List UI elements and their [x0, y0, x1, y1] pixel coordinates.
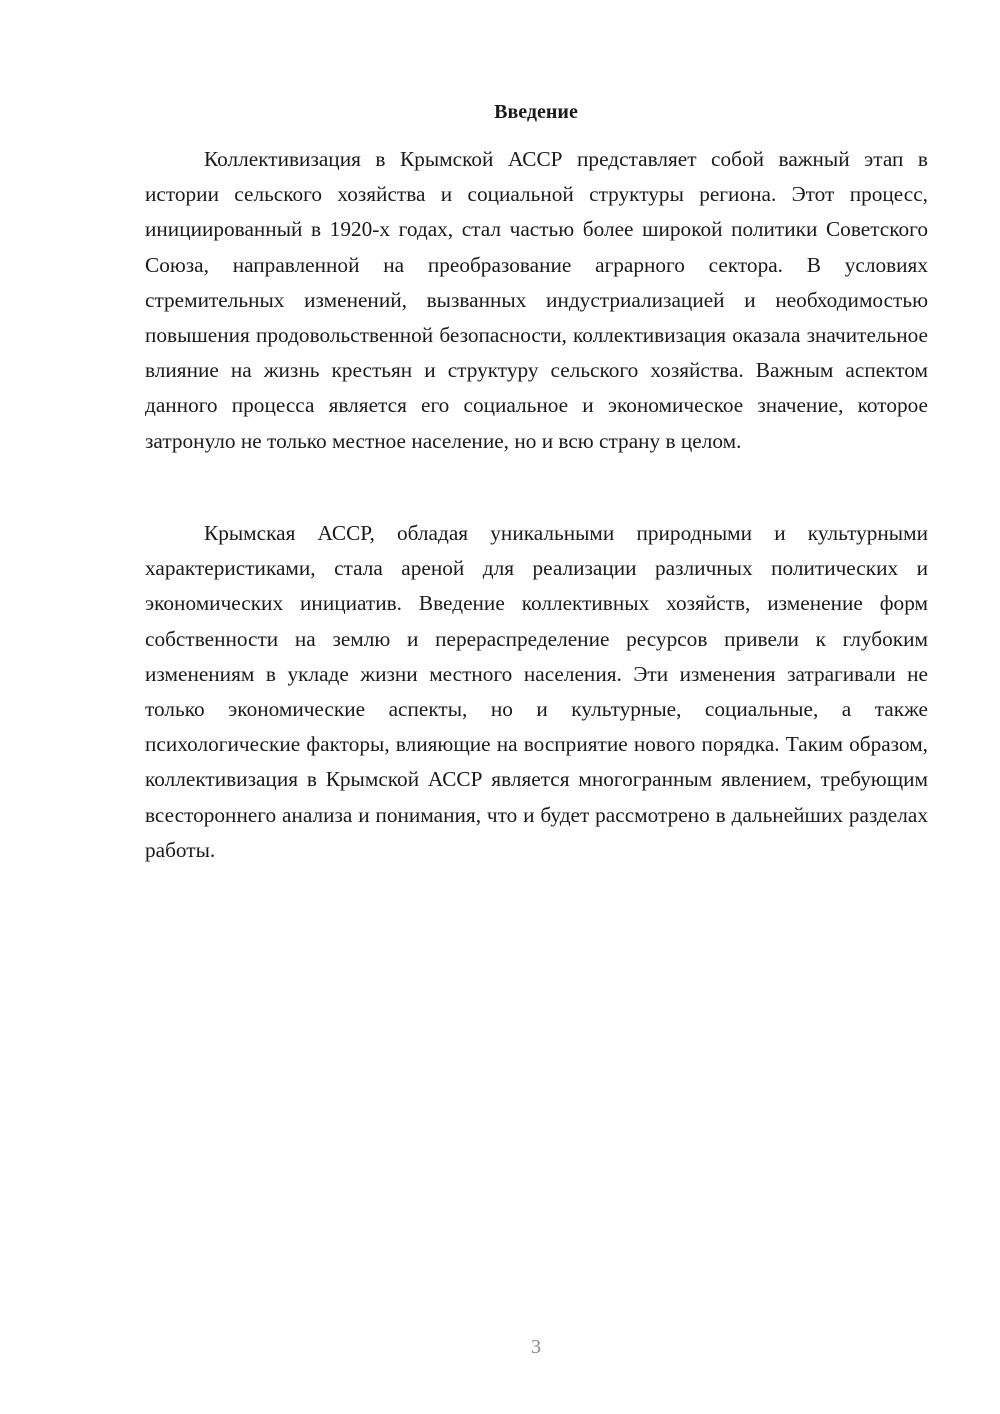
paragraph-intro: Коллективизация в Крымской АССР представляет собой важный этап в истории сельского хозяйства и социальной структуры региона. Этот процесс, инициированный в 1920-х годах, стал частью более широкой политики Советского Союза, направленной на преобразование аграрного сектора. В условиях стремительных изменений, вызванных индустриализацией и необходимостью повышения продовольственной безопасности, коллективизация оказала значительное влияние на жизнь крестьян и структуру сельского хозяйства. Важным аспектом данного процесса является его социальное и экономическое значение, которое затронуло не только местное население, но и всю страну в целом. — [145, 147, 928, 453]
page-number: 3 — [531, 1336, 541, 1358]
page-title: Введение — [494, 101, 578, 123]
paragraph-crimean-assr: Крымская АССР, обладая уникальными природными и культурными характеристиками, стала ареной для реализации различных политических и экономических инициатив. Введение коллективных хозяйств, изменение форм собственности на землю и перераспределение ресурсов привели к глубоким изменениям в укладе жизни местного населения. Эти изменения затрагивали не только экономические аспекты, но и культурные, социальные, а также психологические факторы, влияющие на восприятие нового порядка. Таким образом, коллективизация в Крымской АССР является многогранным явлением, требующим всестороннего анализа и понимания, что и будет рассмотрено в дальнейших разделах работы. — [145, 521, 928, 862]
